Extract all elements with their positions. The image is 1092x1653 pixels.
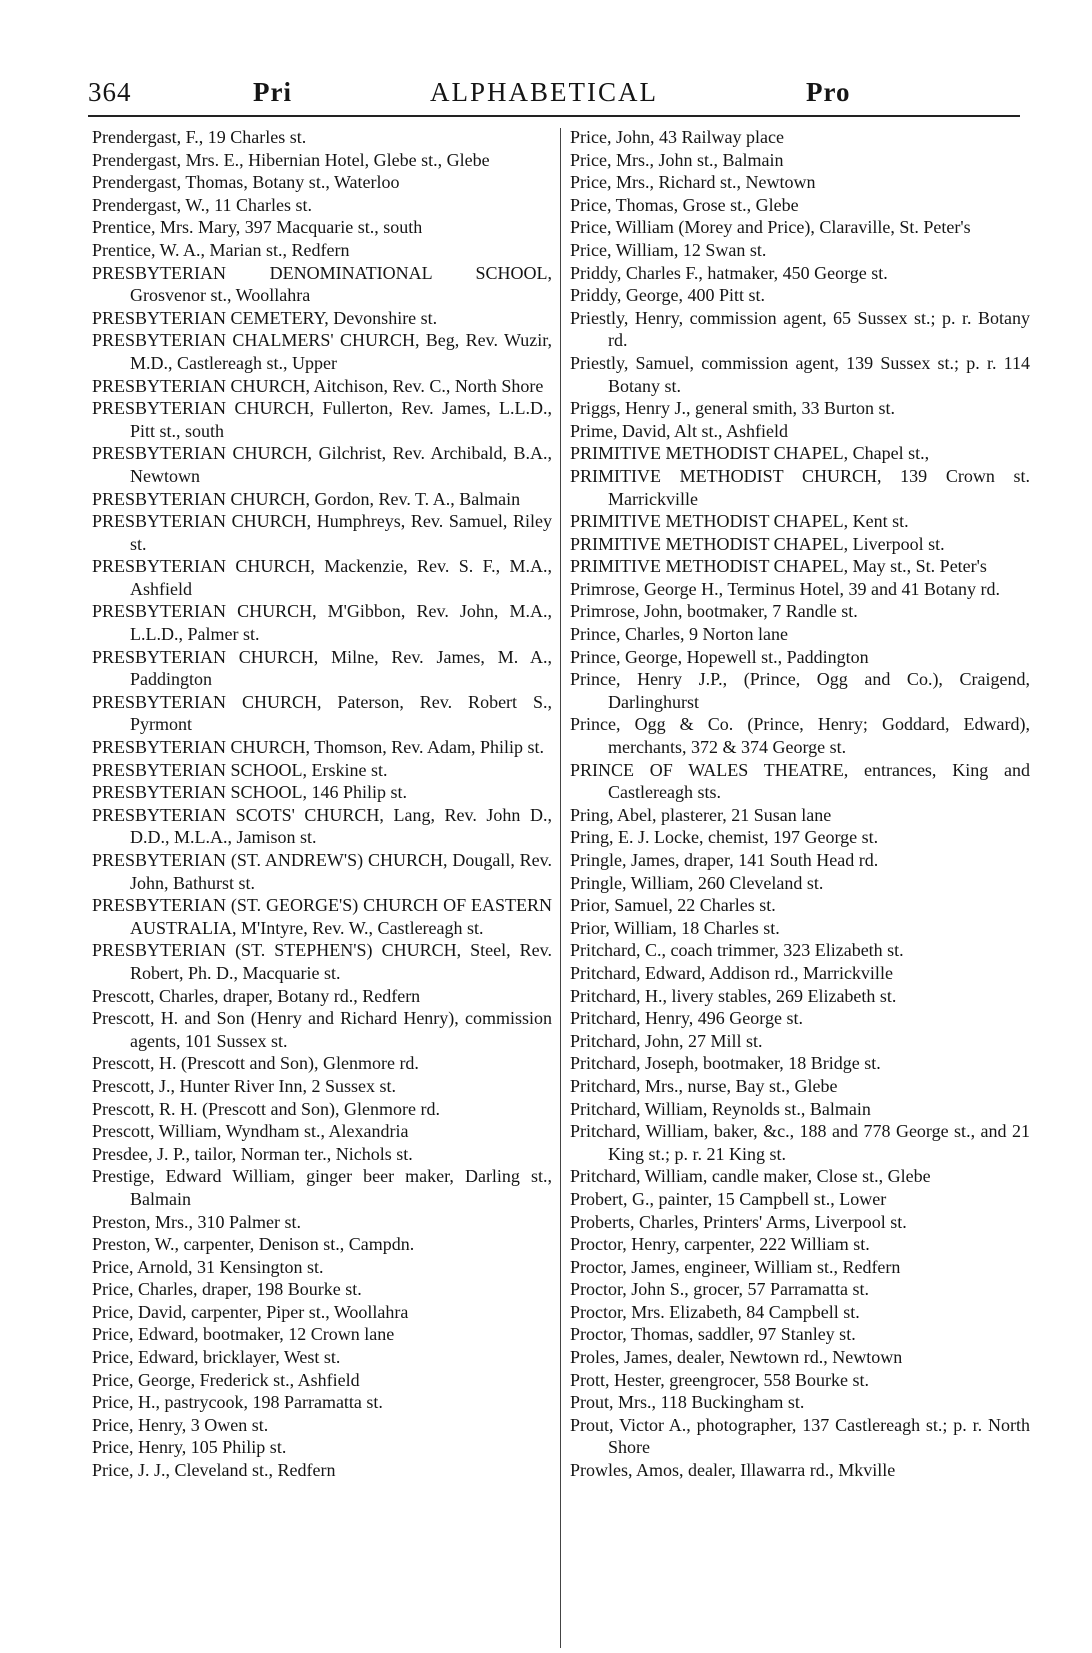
directory-entry: Preston, W., carpenter, Denison st., Campdn. bbox=[92, 1234, 415, 1255]
directory-entry: Prendergast, W., 11 Charles st. bbox=[92, 194, 312, 215]
directory-entry: Prescott, William, Wyndham st., Alexandria bbox=[92, 1121, 409, 1142]
directory-entry: PRESBYTERIAN CHURCH, Milne, Rev. James, M. A., Paddington bbox=[92, 646, 552, 690]
directory-entry: Price, William (Morey and Price), Claraville, St. Peter's bbox=[570, 217, 971, 238]
directory-entry: Prentice, W. A., Marian st., Redfern bbox=[92, 239, 350, 260]
directory-entry: PRIMITIVE METHODIST CHAPEL, May st., St. Peter's bbox=[570, 556, 987, 577]
directory-entry: Prince, Ogg & Co. (Prince, Henry; Goddard, Edward), merchants, 372 & 374 George st. bbox=[570, 714, 1030, 758]
left-column bbox=[92, 126, 552, 1482]
directory-entry: PRIMITIVE METHODIST CHAPEL, Liverpool st. bbox=[570, 533, 945, 554]
directory-entry: Pritchard, Mrs., nurse, Bay st., Glebe bbox=[570, 1075, 838, 1096]
directory-entry: Prince, Charles, 9 Norton lane bbox=[570, 624, 788, 645]
directory-entry: Prescott, Charles, draper, Botany rd., Redfern bbox=[92, 985, 421, 1006]
directory-entry: PRIMITIVE METHODIST CHAPEL, Kent st. bbox=[570, 511, 909, 532]
directory-entry: PRIMITIVE METHODIST CHURCH, 139 Crown st. Marrickville bbox=[570, 465, 1030, 509]
directory-entry: PRESBYTERIAN (ST. STEPHEN'S) CHURCH, Steel, Rev. Robert, Ph. D., Macquarie st. bbox=[92, 940, 552, 983]
directory-entry: Price, Henry, 3 Owen st. bbox=[92, 1414, 269, 1435]
directory-entry: Prescott, H. and Son (Henry and Richard Henry), commission agents, 101 Sussex st. bbox=[92, 1008, 552, 1051]
directory-entry: Proctor, James, engineer, William st., Redfern bbox=[570, 1256, 901, 1277]
directory-entry: Pritchard, William, Reynolds st., Balmain bbox=[570, 1098, 871, 1119]
directory-entry: Proctor, Henry, carpenter, 222 William st. bbox=[570, 1234, 870, 1255]
directory-entry: Priestly, Henry, commission agent, 65 Sussex st.; p. r. Botany rd. bbox=[570, 307, 1030, 351]
directory-entry: Proles, James, dealer, Newtown rd., Newtown bbox=[570, 1347, 903, 1368]
directory-entry: Pritchard, C., coach trimmer, 323 Elizabeth st. bbox=[570, 940, 904, 961]
directory-entry: Priggs, Henry J., general smith, 33 Burton st. bbox=[570, 398, 895, 419]
right-guide-word: Pro bbox=[806, 77, 851, 107]
directory-entry: Prendergast, Mrs. E., Hibernian Hotel, Glebe st., Glebe bbox=[92, 149, 490, 170]
right-column bbox=[570, 126, 1030, 1482]
directory-entry: Prowles, Amos, dealer, Illawarra rd., Mkville bbox=[570, 1460, 896, 1481]
directory-entry: PRESBYTERIAN CHURCH, M'Gibbon, Rev. John, M.A., L.L.D., Palmer st. bbox=[92, 601, 552, 645]
directory-entry: Primrose, John, bootmaker, 7 Randle st. bbox=[570, 601, 858, 622]
directory-entry: Prescott, H. (Prescott and Son), Glenmore rd. bbox=[92, 1053, 419, 1074]
directory-entry: Pritchard, Joseph, bootmaker, 18 Bridge st. bbox=[570, 1053, 881, 1074]
directory-entry: Preston, Mrs., 310 Palmer st. bbox=[92, 1211, 301, 1232]
directory-entry: PRESBYTERIAN CHURCH, Thomson, Rev. Adam, Philip st. bbox=[92, 737, 545, 758]
directory-entry: PRESBYTERIAN CHURCH, Mackenzie, Rev. S. F., M.A., Ashfield bbox=[92, 556, 552, 599]
directory-entry: Price, J. J., Cleveland st., Redfern bbox=[92, 1460, 336, 1481]
directory-entry: Price, John, 43 Railway place bbox=[570, 127, 784, 147]
directory-entry: PRESBYTERIAN (ST. ANDREW'S) CHURCH, Dougall, Rev. John, Bathurst st. bbox=[92, 850, 552, 893]
directory-entry: Pring, Abel, plasterer, 21 Susan lane bbox=[570, 804, 832, 825]
directory-entry: Prior, William, 18 Charles st. bbox=[570, 917, 780, 938]
directory-entry: PRESBYTERIAN SCHOOL, Erskine st. bbox=[92, 759, 388, 780]
directory-entry: Price, H., pastrycook, 198 Parramatta st. bbox=[92, 1392, 383, 1413]
directory-entry: PRIMITIVE METHODIST CHAPEL, Chapel st., bbox=[570, 443, 930, 464]
directory-entry: Prime, David, Alt st., Ashfield bbox=[570, 420, 788, 441]
directory-entry: Presdee, J. P., tailor, Norman ter., Nichols st. bbox=[92, 1143, 413, 1164]
directory-entry: PRESBYTERIAN CHURCH, Paterson, Rev. Robert S., Pyrmont bbox=[92, 691, 552, 735]
directory-entry: Pritchard, William, baker, &c., 188 and 778 George st., and 21 King st.; p. r. 21 King st. bbox=[570, 1121, 1030, 1164]
directory-entry: Prentice, Mrs. Mary, 397 Macquarie st., south bbox=[92, 217, 423, 238]
directory-entry: Price, George, Frederick st., Ashfield bbox=[92, 1369, 360, 1390]
directory-entry: PRESBYTERIAN SCOTS' CHURCH, Lang, Rev. John D., D.D., M.L.A., Jamison st. bbox=[92, 804, 552, 848]
directory-entry: Prestige, Edward William, ginger beer maker, Darling st., Balmain bbox=[92, 1166, 552, 1209]
column-divider bbox=[560, 128, 561, 1648]
directory-entry: Price, Mrs., John st., Balmain bbox=[570, 149, 784, 170]
directory-entry: PRESBYTERIAN CHURCH, Gilchrist, Rev. Archibald, B.A., Newtown bbox=[92, 443, 552, 486]
directory-entry: Prendergast, F., 19 Charles st. bbox=[92, 127, 307, 147]
directory-entry: Pritchard, Henry, 496 George st. bbox=[570, 1008, 803, 1029]
directory-entry: PRESBYTERIAN DENOMINATIONAL SCHOOL, Grosvenor st., Woollahra bbox=[92, 262, 552, 306]
directory-entry: Prout, Mrs., 118 Buckingham st. bbox=[570, 1392, 805, 1413]
directory-entry: Priddy, George, 400 Pitt st. bbox=[570, 285, 766, 306]
directory-entry: Price, Edward, bricklayer, West st. bbox=[92, 1347, 341, 1368]
directory-entry: Pring, E. J. Locke, chemist, 197 George st. bbox=[570, 827, 879, 848]
directory-entry: Probert, G., painter, 15 Campbell st., Lower bbox=[570, 1188, 887, 1209]
directory-entry: Proctor, Thomas, saddler, 97 Stanley st. bbox=[570, 1324, 856, 1345]
directory-entry: Prior, Samuel, 22 Charles st. bbox=[570, 895, 776, 916]
directory-entry: Proctor, Mrs. Elizabeth, 84 Campbell st. bbox=[570, 1301, 860, 1322]
directory-entry: Prince, George, Hopewell st., Paddington bbox=[570, 646, 869, 667]
directory-entry: PRESBYTERIAN CHALMERS' CHURCH, Beg, Rev. Wuzir, M.D., Castlereagh st., Upper bbox=[92, 330, 552, 373]
left-guide-word: Pri bbox=[253, 77, 292, 107]
directory-entry: Pritchard, H., livery stables, 269 Elizabeth st. bbox=[570, 985, 897, 1006]
directory-entry: Prince, Henry J.P., (Prince, Ogg and Co.), Craigend, Darlinghurst bbox=[570, 669, 1030, 712]
directory-entry: Prescott, R. H. (Prescott and Son), Glenmore rd. bbox=[92, 1098, 440, 1119]
directory-entry: PRESBYTERIAN (ST. GEORGE'S) CHURCH OF EASTERN AUSTRALIA, M'Intyre, Rev. W., Castlereagh st. bbox=[92, 895, 552, 938]
page-title: ALPHABETICAL bbox=[430, 77, 658, 107]
header-rule bbox=[88, 115, 1020, 117]
directory-entry: Price, Arnold, 31 Kensington st. bbox=[92, 1256, 324, 1277]
directory-entry: PRESBYTERIAN CHURCH, Humphreys, Rev. Samuel, Riley st. bbox=[92, 511, 552, 554]
directory-entry: Prout, Victor A., photographer, 137 Castlereagh st.; p. r. North Shore bbox=[570, 1414, 1030, 1458]
directory-entry: Priddy, Charles F., hatmaker, 450 George st. bbox=[570, 262, 888, 283]
directory-entry: Pritchard, John, 27 Mill st. bbox=[570, 1030, 763, 1051]
directory-entry: Pritchard, Edward, Addison rd., Marrickville bbox=[570, 962, 893, 983]
directory-entry: Price, Henry, 105 Philip st. bbox=[92, 1437, 287, 1458]
directory-entry: PRINCE OF WALES THEATRE, entrances, King and Castlereagh sts. bbox=[570, 759, 1030, 803]
directory-entry: Primrose, George H., Terminus Hotel, 39 and 41 Botany rd. bbox=[570, 578, 1001, 599]
directory-entry: Price, Mrs., Richard st., Newtown bbox=[570, 172, 816, 193]
directory-entry: Price, Edward, bootmaker, 12 Crown lane bbox=[92, 1324, 395, 1345]
directory-entry: Prendergast, Thomas, Botany st., Waterloo bbox=[92, 172, 400, 193]
directory-entry: Price, Thomas, Grose st., Glebe bbox=[570, 194, 799, 215]
directory-entry: Prescott, J., Hunter River Inn, 2 Sussex st. bbox=[92, 1075, 396, 1096]
directory-entry: PRESBYTERIAN SCHOOL, 146 Philip st. bbox=[92, 782, 408, 803]
directory-entry: Proctor, John S., grocer, 57 Parramatta st. bbox=[570, 1279, 869, 1300]
running-header bbox=[88, 74, 1020, 114]
directory-entry: Price, David, carpenter, Piper st., Woollahra bbox=[92, 1301, 409, 1322]
directory-entry: PRESBYTERIAN CEMETERY, Devonshire st. bbox=[92, 307, 438, 328]
directory-entry: Proberts, Charles, Printers' Arms, Liverpool st. bbox=[570, 1211, 907, 1232]
directory-entry: Prott, Hester, greengrocer, 558 Bourke st. bbox=[570, 1369, 869, 1390]
directory-entry: Price, Charles, draper, 198 Bourke st. bbox=[92, 1279, 362, 1300]
directory-entry: PRESBYTERIAN CHURCH, Gordon, Rev. T. A., Balmain bbox=[92, 488, 521, 509]
directory-entry: Pritchard, William, candle maker, Close st., Glebe bbox=[570, 1166, 931, 1187]
directory-entry: Pringle, William, 260 Cleveland st. bbox=[570, 872, 824, 893]
directory-entry: Pringle, James, draper, 141 South Head rd. bbox=[570, 850, 879, 870]
page-number: 364 bbox=[88, 77, 132, 107]
directory-entry: Priestly, Samuel, commission agent, 139 Sussex st.; p. r. 114 Botany st. bbox=[570, 352, 1030, 396]
directory-entry: PRESBYTERIAN CHURCH, Fullerton, Rev. James, L.L.D., Pitt st., south bbox=[92, 398, 552, 441]
directory-entry: Price, William, 12 Swan st. bbox=[570, 239, 767, 260]
directory-entry: PRESBYTERIAN CHURCH, Aitchison, Rev. C., North Shore bbox=[92, 375, 544, 396]
